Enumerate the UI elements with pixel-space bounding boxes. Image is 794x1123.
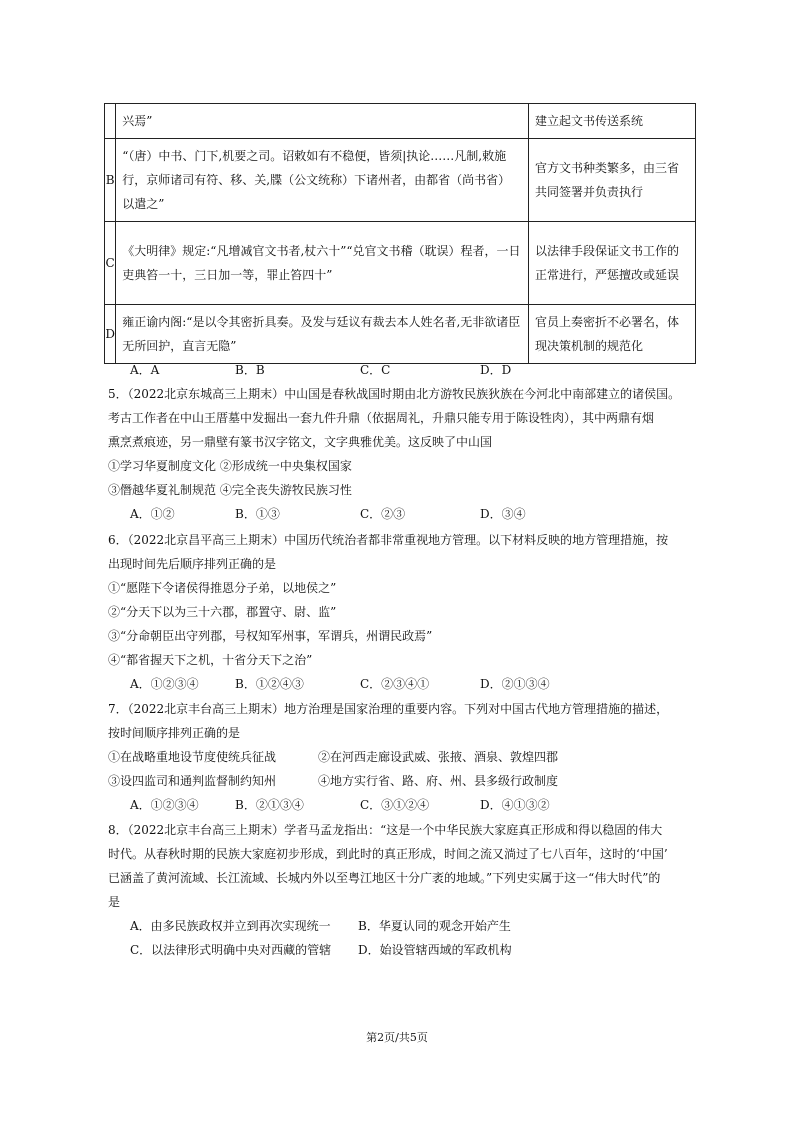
question-8 xyxy=(108,818,698,962)
option-c[interactable]: C．②③ xyxy=(360,507,406,521)
row-label: D xyxy=(105,305,116,364)
row-material: 兴焉” xyxy=(116,104,529,139)
question-item: ④“都省握天下之机，十省分天下之治” xyxy=(108,653,313,667)
row-label: B xyxy=(105,139,116,222)
question-stem: 时代。从春秋时期的民族大家庭初步形成，到此时的真正形成，时间之流又淌过了七八百年，这时的‘中国’ xyxy=(108,847,668,861)
row-material: 《大明律》规定:“凡增减官文书者,杖六十”“兑官文书稽（耽误）程者，一日吏典笞一十，三日加一等，罪止笞四十” xyxy=(116,222,529,305)
question-6 xyxy=(108,528,698,696)
question-item: ②在河西走廊设武威、张掖、酒泉、敦煌四郡 xyxy=(318,750,559,764)
question-item: ②“分天下以为三十六郡，郡置守、尉、监” xyxy=(108,605,337,619)
row-result: 官方文书种类繁多，由三省共同签署并负责执行 xyxy=(529,139,696,222)
option-b[interactable]: B．①③ xyxy=(235,507,280,521)
question-stem: 8．（2022北京丰台高三上期末）学者马孟龙指出：“这是一个中华民族大家庭真正形成和得以稳固的伟大 xyxy=(108,823,663,837)
question-stem: 6．（2022北京昌平高三上期末）中国历代统治者都非常重视地方管理。以下材料反映的地方管理措施，按 xyxy=(108,533,669,547)
question-items: ③僭越华夏礼制规范 ④完全丧失游牧民族习性 xyxy=(108,483,352,497)
table-row xyxy=(105,104,696,139)
row-result: 以法律手段保证文书工作的正常进行，严惩擅改或延误 xyxy=(529,222,696,305)
question-item: ④地方实行省、路、府、州、县多级行政制度 xyxy=(318,774,559,788)
option-b[interactable]: B．B xyxy=(235,363,265,377)
question-items: ①学习华夏制度文化 ②形成统一中央集权国家 xyxy=(108,459,352,473)
question-stem: 5．（2022北京东城高三上期末）中山国是春秋战国时期由北方游牧民族狄族在今河北中南部建立的诸侯国。 xyxy=(108,387,681,401)
option-b[interactable]: B．①②④③ xyxy=(235,677,304,691)
row-result: 建立起文书传送系统 xyxy=(529,104,696,139)
option-d[interactable]: D．始设管辖西域的军政机构 xyxy=(358,943,512,957)
table-row xyxy=(105,305,696,364)
question-item: ③“分命朝臣出守列郡，号权知军州事，军谓兵，州谓民政焉” xyxy=(108,629,433,643)
question-stem: 按时间顺序排列正确的是 xyxy=(108,726,241,740)
table-row xyxy=(105,222,696,305)
question-item: ①在战略重地设节度使统兵征战 xyxy=(108,750,277,764)
question-5 xyxy=(108,382,698,526)
comparison-table xyxy=(104,103,696,364)
question-stem: 7．（2022北京丰台高三上期末）地方治理是国家治理的重要内容。下列对中国古代地方管理措施的描述， xyxy=(108,702,669,716)
option-b[interactable]: B．华夏认同的观念开始产生 xyxy=(358,919,511,933)
option-d[interactable]: D．③④ xyxy=(480,507,526,521)
table-row xyxy=(105,139,696,222)
option-c[interactable]: C．②③④① xyxy=(360,677,430,691)
row-result: 官员上奏密折不必署名，体现决策机制的规范化 xyxy=(529,305,696,364)
option-a[interactable]: A．由多民族政权并立到再次实现统一 xyxy=(130,919,331,933)
question-item: ①“愿陛下令诸侯得推恩分子弟，以地侯之” xyxy=(108,581,337,595)
question-stem: 已涵盖了黄河流域、长江流域、长城内外以至粤江地区十分广袤的地域。”下列史实属于这一“伟大时代”的 xyxy=(108,871,661,885)
question-7 xyxy=(108,697,698,817)
row-label xyxy=(105,104,116,139)
option-d[interactable]: D．④①③② xyxy=(480,798,550,812)
option-a[interactable]: A．A xyxy=(130,363,160,377)
page-footer: 第2页/共5页 xyxy=(366,1031,428,1044)
question-item: ③设四监司和通判监督制约知州 xyxy=(108,774,277,788)
option-c[interactable]: C．以法律形式明确中央对西藏的管辖 xyxy=(130,943,332,957)
option-a[interactable]: A．①②③④ xyxy=(130,798,199,812)
question-stem: 出现时间先后顺序排列正确的是 xyxy=(108,557,277,571)
option-d[interactable]: D．D xyxy=(480,363,512,377)
option-d[interactable]: D．②①③④ xyxy=(480,677,550,691)
option-a[interactable]: A．①②③④ xyxy=(130,677,199,691)
option-c[interactable]: C．③①②④ xyxy=(360,798,430,812)
row-label: C xyxy=(105,222,116,305)
row-material: “（唐）中书、门下,机要之司。诏敕如有不稳便，皆须|执论……凡制,敕施行，京师诸司有符、移、关,牒（公文统称）下诸州者，由都省（尚书省）以遣之” xyxy=(116,139,529,222)
option-c[interactable]: C．C xyxy=(360,363,391,377)
question-4-options xyxy=(108,358,698,382)
question-stem: 熏烹煮痕迹，另一鼎壁有篆书汉字铭文，文字典雅优美。这反映了中山国 xyxy=(108,435,493,449)
option-b[interactable]: B．②①③④ xyxy=(235,798,304,812)
row-material: 雍正谕内阁:“是以令其密折具奏。及发与廷议有裁去本人姓名者,无非欲诸臣无所回护，直言无隐” xyxy=(116,305,529,364)
question-stem: 考古工作者在中山王厝墓中发掘出一套九件升鼎（依据周礼，升鼎只能专用于陈设牲肉），其中两鼎有烟 xyxy=(108,411,655,425)
question-stem: 是 xyxy=(108,895,121,909)
option-a[interactable]: A．①② xyxy=(130,507,175,521)
